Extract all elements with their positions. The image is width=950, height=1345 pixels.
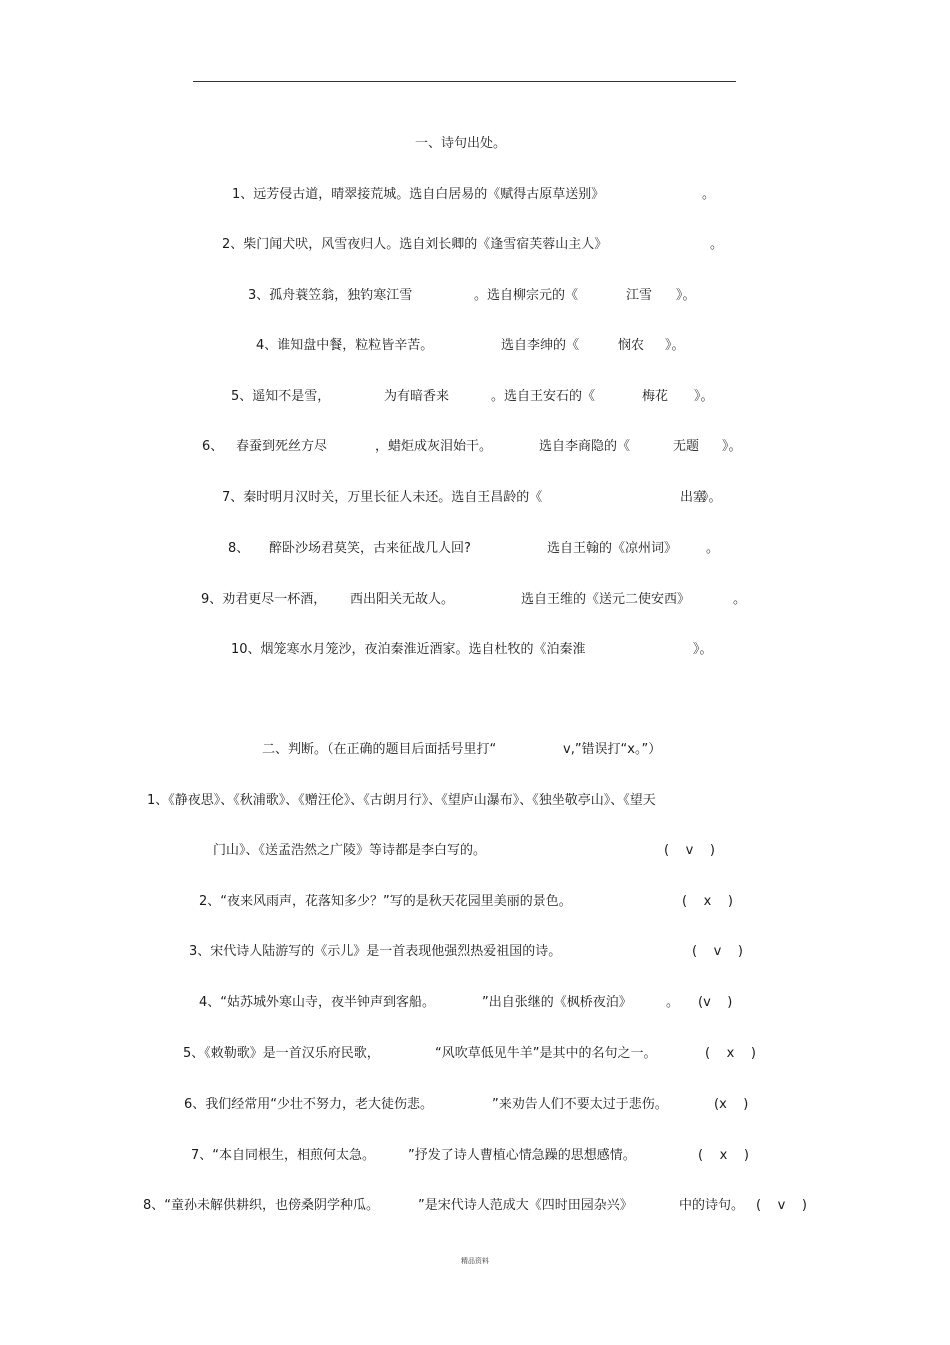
section1-title: 一、诗句出处。 xyxy=(415,136,507,151)
page-footer: 精品资料 xyxy=(461,1257,489,1265)
header-rule xyxy=(193,81,736,82)
